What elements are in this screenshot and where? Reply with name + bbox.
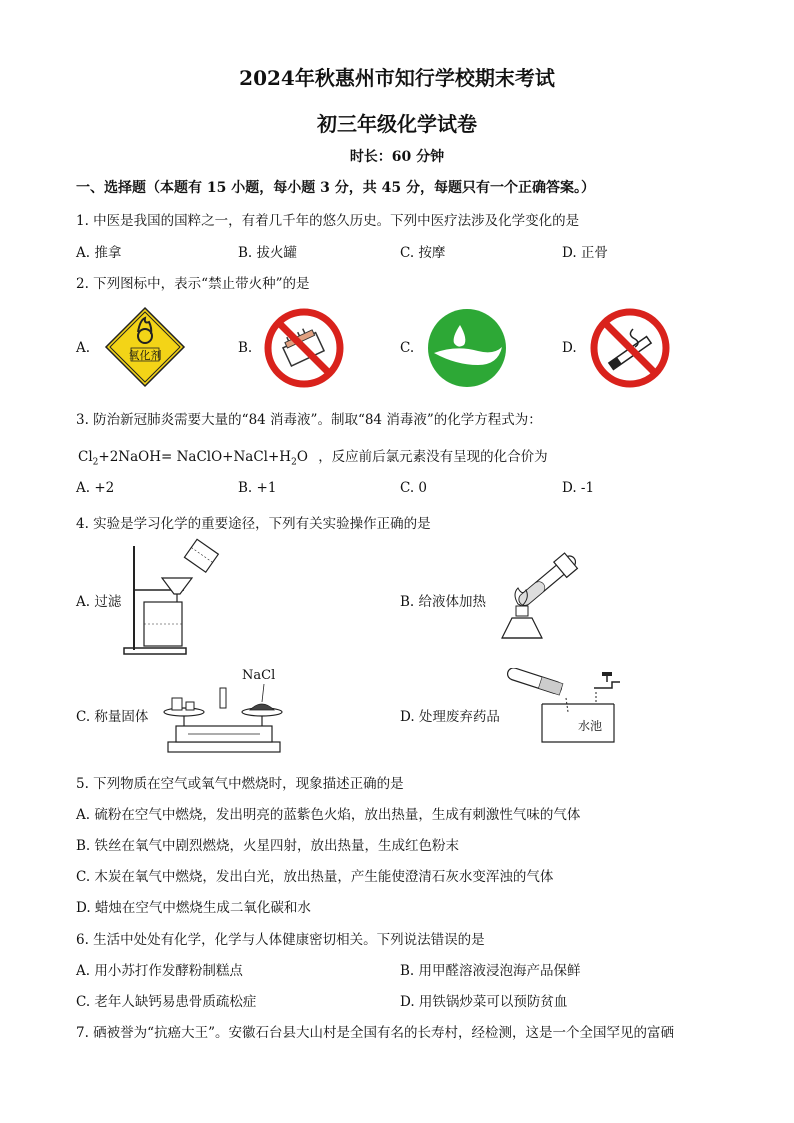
no-fire-source-sign-icon (263, 307, 345, 389)
question-3-equation (78, 445, 548, 468)
exam-duration: 时长：60 分钟 (349, 149, 445, 165)
question-3-tail: ，反应前后氯元素没有呈现的化合价为 (318, 449, 548, 465)
question-7-stem: 7. 硒被誉为“抗癌大王”。安徽石台县大山村是全国有名的长寿村，经检测，这是一个全国罕见的富硒 (76, 1025, 674, 1041)
balance-scale-icon (158, 684, 290, 756)
question-2-option-d: D. (562, 340, 577, 356)
question-4-option-b: B. 给液体加热 (400, 594, 487, 610)
question-2-stem: 2. 下列图标中，表示“禁止带火种”的是 (76, 276, 310, 292)
question-6-option-a: A. 用小苏打作发酵粉制糕点 (76, 963, 243, 979)
equation-sub-2: 2 (291, 457, 297, 468)
question-2-option-a: A. (76, 340, 91, 356)
nacl-label: NaCl (242, 668, 276, 683)
no-smoking-sign-icon (589, 307, 671, 389)
oxidizer-sign-label: 氧化剂 (128, 349, 162, 362)
question-3-option-c: C. 0 (400, 480, 428, 496)
sink-label: 水池 (577, 719, 603, 733)
question-4-option-c: C. 称量固体 (76, 709, 149, 725)
question-5-option-c: C. 木炭在氧气中燃烧，发出白光，放出热量，产生能使澄清石灰水变浑浊的气体 (76, 869, 554, 885)
question-4-option-d: D. 处理废弃药品 (400, 709, 500, 725)
question-4-stem: 4. 实验是学习化学的重要途径，下列有关实验操作正确的是 (76, 516, 431, 532)
oxidizer-sign-icon (104, 306, 186, 388)
question-5-option-d: D. 蜡烛在空气中燃烧生成二氧化碳和水 (76, 900, 311, 916)
exam-title: 2024年秋惠州市知行学校期末考试 (239, 66, 555, 90)
question-1-stem: 1. 中医是我国的国粹之一，有着几千年的悠久历史。下列中医疗法涉及化学变化的是 (76, 213, 580, 229)
question-5-option-a: A. 硫粉在空气中燃烧，发出明亮的蓝紫色火焰，放出热量，生成有刺激性气味的气体 (76, 807, 581, 823)
sink-disposal-icon (502, 668, 632, 748)
question-6-stem: 6. 生活中处处有化学，化学与人体健康密切相关。下列说法错误的是 (76, 932, 485, 948)
question-1-option-d: D. 正骨 (562, 245, 608, 261)
question-6-option-d: D. 用铁锅炒菜可以预防贫血 (400, 994, 568, 1010)
question-1-option-c: C. 按摩 (400, 245, 446, 261)
question-6-option-b: B. 用甲醛溶液浸泡海产品保鲜 (400, 963, 581, 979)
filtration-apparatus-icon (120, 538, 230, 658)
question-3-option-d: D. -1 (562, 480, 595, 496)
question-5-stem: 5. 下列物质在空气或氧气中燃烧时，现象描述正确的是 (76, 776, 404, 792)
question-6-option-c: C. 老年人缺钙易患骨质疏松症 (76, 994, 257, 1010)
question-2-option-b: B. (238, 340, 253, 356)
question-5-option-b: B. 铁丝在氧气中剧烈燃烧，火星四射，放出热量，生成红色粉末 (76, 838, 460, 854)
question-3-stem: 3. 防治新冠肺炎需要大量的“84 消毒液”。制取“84 消毒液”的化学方程式为： (76, 412, 542, 428)
equation-cl: Cl (78, 449, 93, 465)
question-1-option-b: B. 拔火罐 (238, 245, 298, 261)
question-3-option-b: B. +1 (238, 480, 277, 496)
section-heading: 一、选择题（本题有 15 小题，每小题 3 分，共 45 分，每题只有一个正确答案。） (76, 180, 595, 196)
equation-sub-1: 2 (92, 457, 99, 468)
equation-middle: +2NaOH= NaClO+NaCl+H (98, 449, 292, 465)
question-3-option-a: A. +2 (76, 480, 115, 496)
water-saving-sign-icon (426, 307, 508, 389)
heating-liquid-apparatus-icon (488, 540, 598, 652)
question-4-option-a: A. 过滤 (76, 594, 122, 610)
exam-subtitle: 初三年级化学试卷 (317, 112, 477, 136)
question-1-option-a: A. 推拿 (76, 245, 122, 261)
question-2-option-c: C. (400, 340, 415, 356)
equation-o: O (296, 449, 308, 465)
